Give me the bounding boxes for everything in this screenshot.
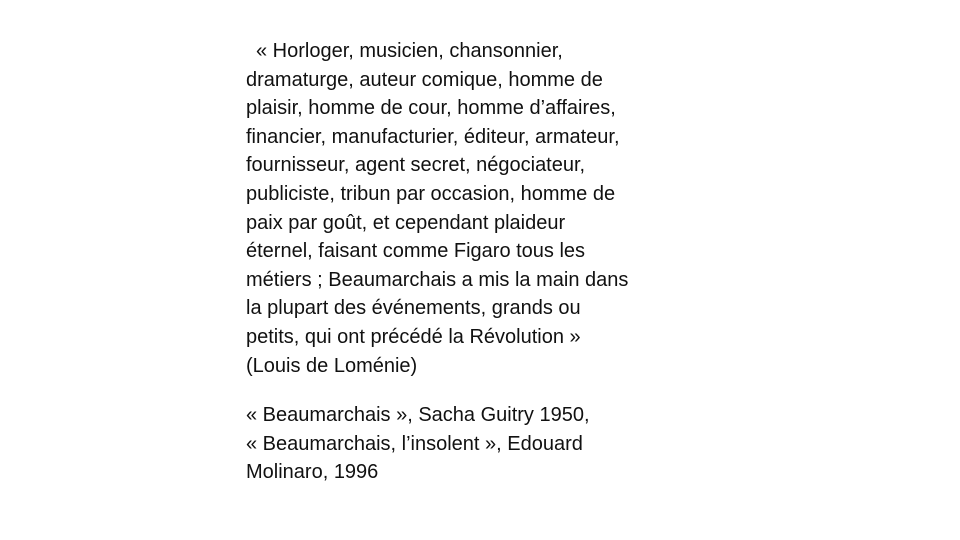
quote-line: financier, manufacturier, éditeur, armateur,: [246, 125, 620, 148]
films-line: Molinaro, 1996: [246, 461, 379, 484]
films-line: « Beaumarchais, l’insolent », Edouard: [246, 432, 583, 455]
quote-line: « Horloger, musicien, chansonnier,: [256, 40, 563, 62]
quote-line: paix par goût, et cependant plaideur: [246, 211, 566, 234]
quote-line: plaisir, homme de cour, homme d’affaires,: [246, 97, 616, 120]
quote-line: métiers ; Beaumarchais a mis la main dans: [246, 268, 629, 291]
quote-attribution: (Louis de Loménie): [246, 354, 418, 377]
text-block: [246, 37, 726, 487]
films-paragraph: [246, 401, 726, 487]
quote-line: dramaturge, auteur comique, homme de: [246, 68, 603, 91]
quote-line: la plupart des événements, grands ou: [246, 297, 581, 320]
paragraph-gap: [246, 380, 726, 401]
quote-line: éternel, faisant comme Figaro tous les: [246, 240, 586, 263]
quote-line: petits, qui ont précédé la Révolution »: [246, 325, 581, 348]
quote-paragraph: [246, 37, 726, 380]
quote-line: publiciste, tribun par occasion, homme de: [246, 182, 616, 205]
quote-line: fournisseur, agent secret, négociateur,: [246, 154, 586, 177]
films-line: « Beaumarchais », Sacha Guitry 1950,: [246, 404, 590, 427]
